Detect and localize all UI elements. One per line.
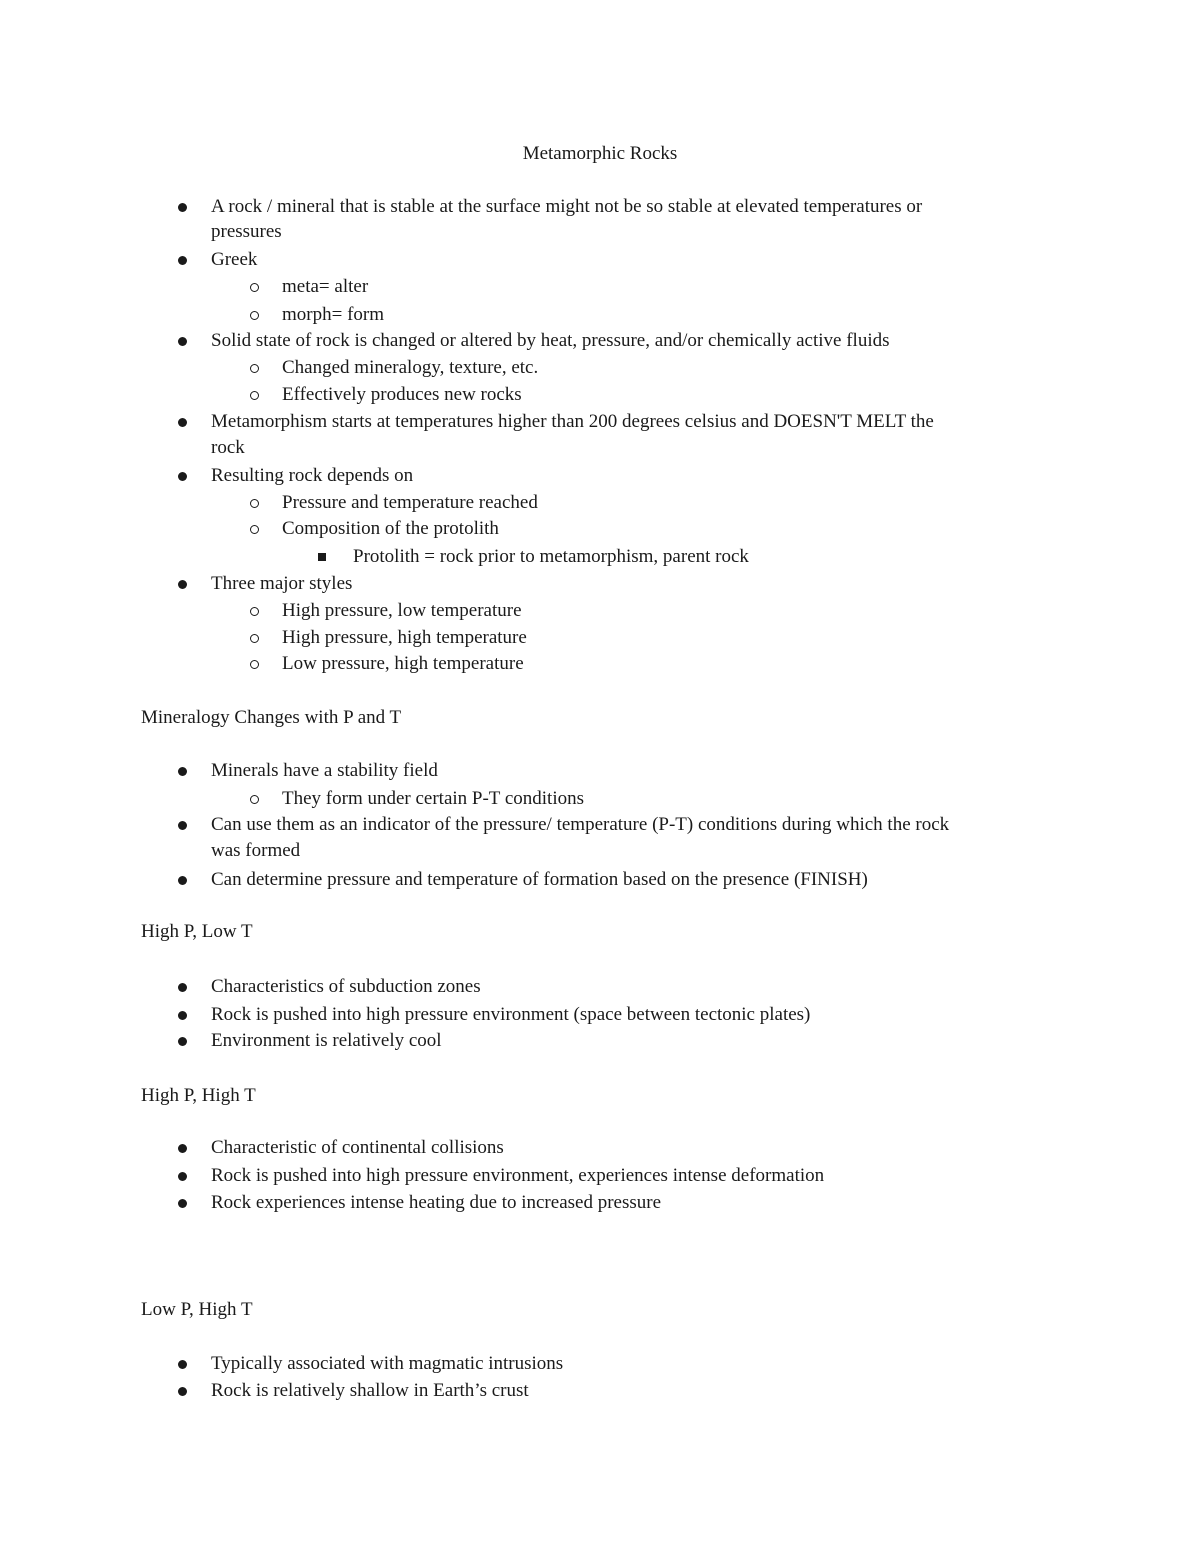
sub-list-item: High pressure, high temperature (282, 627, 527, 648)
list-item: Can determine pressure and temperature of formation based on the presence (FINISH) (211, 869, 868, 890)
list-item: Characteristic of continental collisions (211, 1137, 504, 1158)
bullet-dot-icon (178, 256, 187, 265)
bullet-circle-icon (250, 391, 259, 400)
bullet-dot-icon (178, 1360, 187, 1369)
bullet-circle-icon (250, 795, 259, 804)
list-item: A rock / mineral that is stable at the surface might not be so stable at elevated temperatures or (211, 196, 923, 217)
bullet-dot-icon (178, 203, 187, 212)
list-item: Rock is pushed into high pressure environment (space between tectonic plates) (211, 1004, 811, 1025)
bullet-dot-icon (178, 580, 187, 589)
bullet-circle-icon (250, 634, 259, 643)
list-item-continuation: rock (211, 437, 245, 458)
bullet-circle-icon (250, 364, 259, 373)
bullet-dot-icon (178, 1144, 187, 1153)
bullet-dot-icon (178, 767, 187, 776)
sub-list-item: Pressure and temperature reached (282, 492, 538, 513)
bullet-dot-icon (178, 1172, 187, 1181)
section-heading-mineralogy: Mineralogy Changes with P and T (141, 707, 402, 728)
bullet-dot-icon (178, 1011, 187, 1020)
list-item: Three major styles (211, 573, 353, 594)
sub-list-item: meta= alter (282, 276, 369, 297)
bullet-circle-icon (250, 525, 259, 534)
bullet-square-icon (318, 553, 326, 561)
bullet-circle-icon (250, 311, 259, 320)
list-item: Typically associated with magmatic intrusions (211, 1353, 564, 1374)
list-item-continuation: pressures (211, 221, 282, 242)
bullet-dot-icon (178, 1037, 187, 1046)
section-heading-low-p-high-t: Low P, High T (141, 1299, 253, 1320)
sub-sub-list-item: Protolith = rock prior to metamorphism, parent rock (353, 546, 749, 567)
list-item: Environment is relatively cool (211, 1030, 442, 1051)
bullet-circle-icon (250, 607, 259, 616)
bullet-dot-icon (178, 1199, 187, 1208)
sub-list-item: Effectively produces new rocks (282, 384, 522, 405)
section-heading-high-p-high-t: High P, High T (141, 1085, 256, 1106)
list-item-continuation: was formed (211, 840, 301, 861)
bullet-dot-icon (178, 821, 187, 830)
list-item: Characteristics of subduction zones (211, 976, 481, 997)
bullet-circle-icon (250, 499, 259, 508)
document-title: Metamorphic Rocks (522, 143, 678, 164)
bullet-dot-icon (178, 472, 187, 481)
list-item: Metamorphism starts at temperatures higher than 200 degrees celsius and DOESN'T MELT the (211, 411, 934, 432)
list-item: Can use them as an indicator of the pressure/ temperature (P-T) conditions during which the rock (211, 814, 950, 835)
bullet-dot-icon (178, 983, 187, 992)
sub-list-item: High pressure, low temperature (282, 600, 522, 621)
list-item: Resulting rock depends on (211, 465, 414, 486)
sub-list-item: Composition of the protolith (282, 518, 499, 539)
bullet-dot-icon (178, 876, 187, 885)
bullet-circle-icon (250, 660, 259, 669)
list-item: Minerals have a stability field (211, 760, 438, 781)
bullet-dot-icon (178, 418, 187, 427)
sub-list-item: morph= form (282, 304, 385, 325)
list-item: Rock experiences intense heating due to increased pressure (211, 1192, 662, 1213)
sub-list-item: Low pressure, high temperature (282, 653, 524, 674)
bullet-dot-icon (178, 1387, 187, 1396)
list-item: Greek (211, 249, 258, 270)
list-item: Rock is relatively shallow in Earth’s crust (211, 1380, 529, 1401)
sub-list-item: They form under certain P-T conditions (282, 788, 584, 809)
section-heading-high-p-low-t: High P, Low T (141, 921, 253, 942)
bullet-circle-icon (250, 283, 259, 292)
list-item: Solid state of rock is changed or altered by heat, pressure, and/or chemically active fluids (211, 330, 890, 351)
sub-list-item: Changed mineralogy, texture, etc. (282, 357, 539, 378)
bullet-dot-icon (178, 337, 187, 346)
list-item: Rock is pushed into high pressure environment, experiences intense deformation (211, 1165, 825, 1186)
